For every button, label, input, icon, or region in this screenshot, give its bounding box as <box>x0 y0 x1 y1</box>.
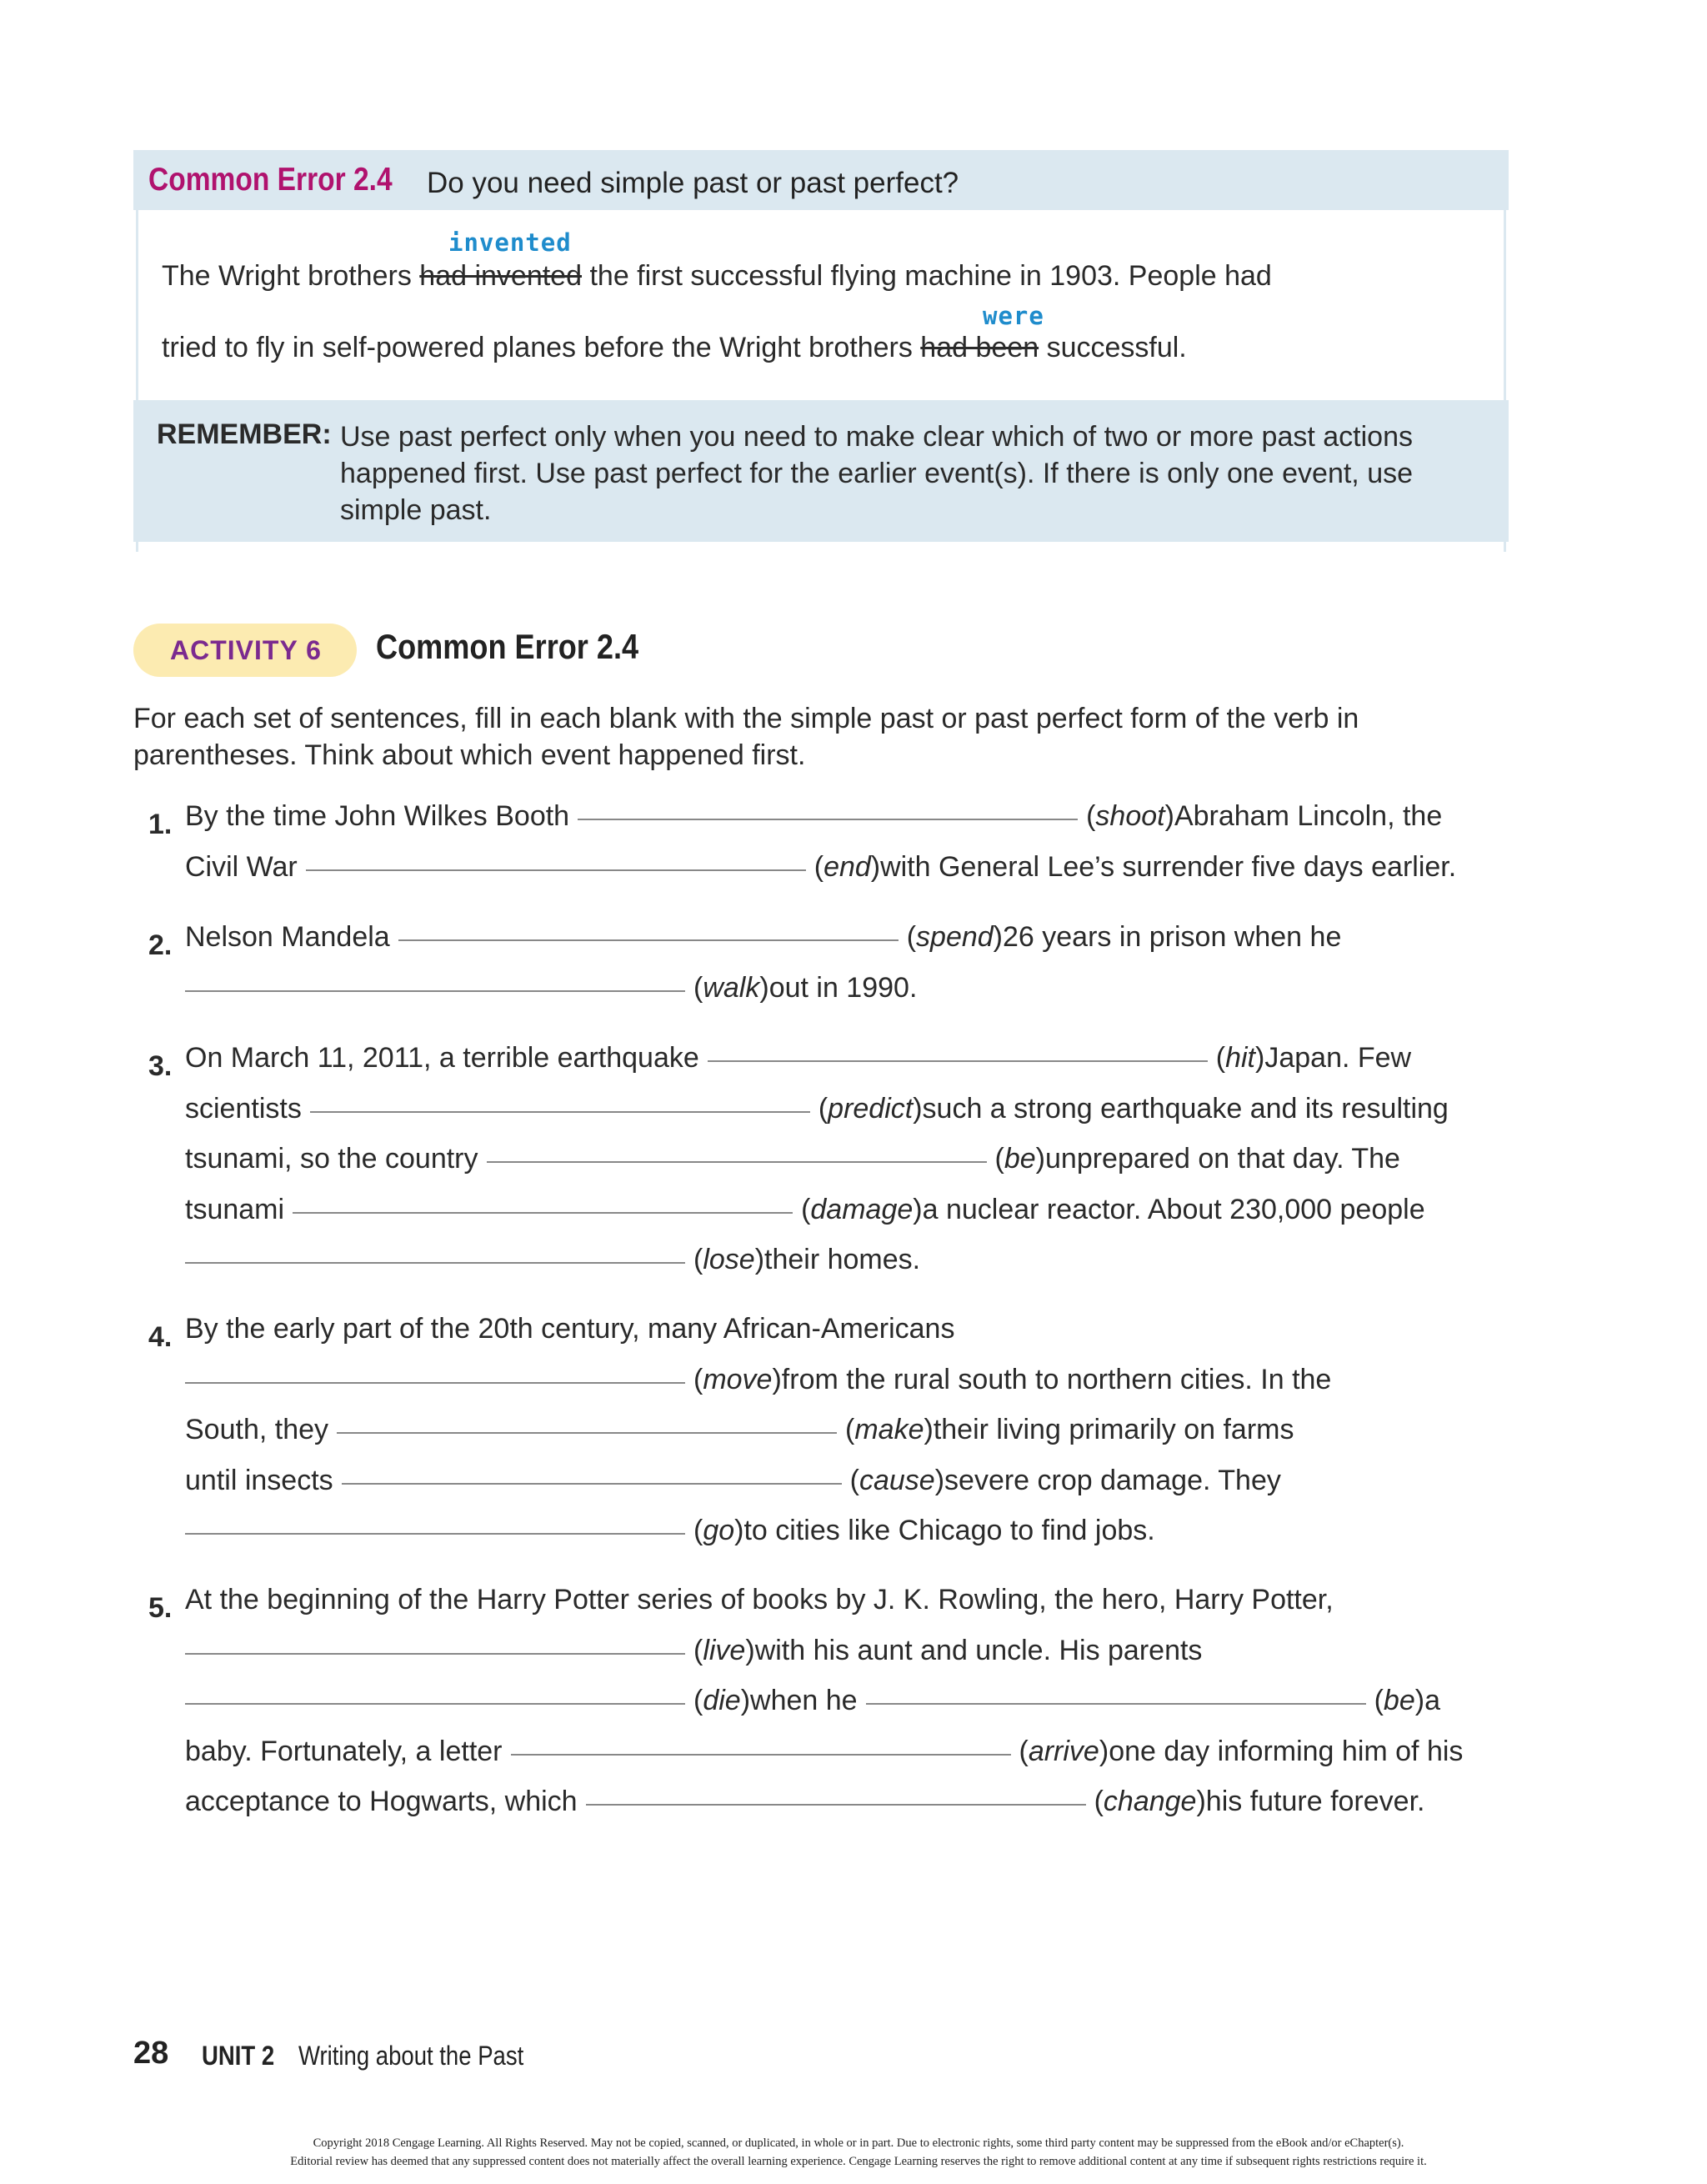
activity-title: Common Error 2.4 <box>376 627 639 666</box>
verb-hint-word: hit <box>1225 1042 1256 1074</box>
sentence-text: At the beginning of the Harry Potter series of books by J. K. Rowling, the hero, Harry Potter, <box>185 1584 1334 1615</box>
example-line-1 <box>162 260 1272 293</box>
answer-blank[interactable] <box>487 1160 987 1163</box>
remember-box <box>133 400 1509 542</box>
verb-hint-word: damage <box>810 1193 914 1225</box>
verb-hint-word: cause <box>859 1464 935 1496</box>
verb-hint: (hit) <box>1215 1042 1265 1074</box>
item-number: 3. <box>148 1050 173 1082</box>
answer-blank[interactable] <box>337 1431 837 1434</box>
answer-blank[interactable] <box>185 1652 685 1655</box>
example-line-2 <box>162 332 1187 364</box>
verb-hint: (live) <box>693 1634 755 1666</box>
sentence-text: his future forever. <box>1205 1786 1425 1817</box>
common-error-box <box>133 150 1509 542</box>
sentence-text: baby. Fortunately, a letter <box>185 1735 503 1767</box>
answer-blank[interactable] <box>578 818 1078 820</box>
item-number: 5. <box>148 1592 173 1624</box>
verb-hint: (be) <box>1374 1685 1425 1716</box>
correction-were: were <box>983 302 1044 330</box>
answer-blank[interactable] <box>511 1753 1011 1756</box>
unit-label: UNIT 2 <box>202 2041 275 2071</box>
answer-blank[interactable] <box>293 1211 793 1214</box>
sentence-line <box>185 1584 1334 1634</box>
sentence-line <box>185 1244 920 1294</box>
answer-blank[interactable] <box>708 1059 1208 1062</box>
verb-hint-word: walk <box>703 971 760 1004</box>
answer-blank[interactable] <box>866 1702 1366 1705</box>
sentence-text: 26 years in prison when he <box>1003 921 1342 953</box>
verb-hint: (shoot) <box>1086 800 1174 832</box>
verb-hint-word: end <box>823 850 871 883</box>
struck-text: had been <box>920 332 1039 363</box>
sentence-line <box>185 1364 1331 1414</box>
sentence-text: On March 11, 2011, a terrible earthquake <box>185 1042 699 1074</box>
activity-badge <box>133 624 357 677</box>
copyright-line-1: Copyright 2018 Cengage Learning. All Rights Reserved. May not be copied, scanned, or duplicated, in whole or in part. Due to electronic rights, some third party content may be suppressed from the eBook and/or eChapter(s). <box>313 2136 1404 2150</box>
answer-blank[interactable] <box>586 1803 1086 1806</box>
verb-hint: (walk) <box>693 971 769 1004</box>
verb-hint: (lose) <box>693 1244 765 1275</box>
remember-label: REMEMBER: <box>157 418 332 450</box>
sentence-line <box>185 1786 1424 1836</box>
verb-hint-word: be <box>1383 1685 1415 1716</box>
sentence-text: a nuclear reactor. About 230,000 people <box>922 1193 1425 1225</box>
sentence-text: a <box>1424 1685 1440 1716</box>
sentence-line <box>185 1685 1440 1735</box>
sentence-text: Civil War <box>185 850 298 883</box>
sentence-line <box>185 851 1456 901</box>
answer-blank[interactable] <box>342 1482 842 1485</box>
sentence-text: when he <box>750 1685 858 1716</box>
sentence-text: South, they <box>185 1414 329 1445</box>
verb-hint-word: lose <box>703 1244 755 1275</box>
activity-instructions: For each set of sentences, fill in each blank with the simple past or past perfect form of the verb in parentheses. Think about which event happened first. <box>133 703 1359 771</box>
verb-hint: (be) <box>994 1143 1045 1175</box>
activity-badge-label: ACTIVITY 6 <box>170 635 322 665</box>
sentence-text: severe crop damage. They <box>944 1464 1281 1496</box>
sentence-text: with his aunt and uncle. His parents <box>754 1634 1203 1666</box>
example-text: The Wright brothers <box>162 260 412 292</box>
sentence-text: with General Lee’s surrender five days earlier. <box>880 850 1457 883</box>
verb-hint: (predict) <box>818 1092 923 1125</box>
sentence-line <box>185 1635 1202 1685</box>
sentence-text: out in 1990. <box>768 971 918 1004</box>
answer-blank[interactable] <box>185 1702 685 1705</box>
answer-blank[interactable] <box>310 1110 810 1113</box>
sentence-line <box>185 800 1442 850</box>
verb-hint-word: die <box>703 1685 741 1716</box>
page-number: 28 <box>133 2036 169 2071</box>
verb-hint: (cause) <box>849 1464 945 1496</box>
sentence-text: Abraham Lincoln, the <box>1174 800 1443 832</box>
answer-blank[interactable] <box>398 939 899 941</box>
verb-hint: (damage) <box>801 1193 923 1225</box>
example-text: the first successful flying machine in 1903. People had <box>589 260 1272 292</box>
verb-hint-word: predict <box>828 1092 914 1125</box>
sentence-text: to cities like Chicago to find jobs. <box>743 1515 1155 1546</box>
common-error-title: Common Error 2.4 <box>148 162 393 198</box>
sentence-line <box>185 1736 1463 1786</box>
sentence-text: their homes. <box>764 1244 921 1275</box>
verb-hint-word: shoot <box>1095 800 1165 832</box>
unit-title: Writing about the Past <box>298 2041 524 2071</box>
answer-blank[interactable] <box>185 1381 685 1384</box>
sentence-line <box>185 972 917 1022</box>
sentence-text: such a strong earthquake and its resulting <box>922 1092 1449 1125</box>
sentence-text: Japan. Few <box>1264 1042 1412 1074</box>
verb-hint: (arrive) <box>1019 1735 1109 1767</box>
verb-hint: (end) <box>813 850 881 883</box>
sentence-text: one day informing him of his <box>1109 1735 1464 1767</box>
sentence-line <box>185 1194 1425 1244</box>
copyright-line-2: Editorial review has deemed that any suppressed content does not materially affect the overall learning experience. Cengage Learning reserves the right to remove additional content at any time if subsequent rights restrictions require it. <box>290 2155 1427 2168</box>
sentence-text: Nelson Mandela <box>185 921 390 953</box>
sentence-text: acceptance to Hogwarts, which <box>185 1786 578 1817</box>
verb-hint-word: change <box>1103 1786 1197 1817</box>
verb-hint: (die) <box>693 1685 751 1716</box>
common-error-question: Do you need simple past or past perfect? <box>427 167 959 199</box>
sentence-text: tsunami, so the country <box>185 1143 478 1175</box>
remember-text: Use past perfect only when you need to make clear which of two or more past actions happened first. Use past perfect for the earlier event(s). If there is only one event, use simple past. <box>340 421 1414 526</box>
sentence-text: from the rural south to northern cities. In the <box>781 1363 1332 1395</box>
sentence-line <box>185 1093 1449 1143</box>
sentence-text: their living primarily on farms <box>933 1414 1294 1445</box>
item-number: 1. <box>148 809 173 840</box>
verb-hint-word: make <box>854 1414 924 1445</box>
sentence-text: By the time John Wilkes Booth <box>185 800 570 832</box>
answer-blank[interactable] <box>306 869 806 871</box>
verb-hint-word: arrive <box>1028 1735 1099 1767</box>
item-number: 2. <box>148 929 173 961</box>
sentence-line <box>185 1465 1281 1515</box>
example-text: tried to fly in self-powered planes before the Wright brothers <box>162 332 913 363</box>
answer-blank[interactable] <box>185 989 685 992</box>
verb-hint: (go) <box>693 1515 744 1546</box>
sentence-text: scientists <box>185 1092 302 1125</box>
sentence-line <box>185 1313 954 1363</box>
common-error-header <box>133 150 1509 210</box>
verb-hint-word: be <box>1004 1143 1036 1175</box>
sentence-text: tsunami <box>185 1193 285 1225</box>
sentence-line <box>185 1515 1155 1565</box>
sentence-text: unprepared on that day. The <box>1045 1143 1400 1175</box>
verb-hint: (spend) <box>906 921 1003 953</box>
verb-hint: (move) <box>693 1363 782 1395</box>
verb-hint-word: spend <box>916 921 994 953</box>
item-number: 4. <box>148 1321 173 1353</box>
sentence-text: until insects <box>185 1464 333 1496</box>
sentence-text: By the early part of the 20th century, many African-Americans <box>185 1313 955 1345</box>
example-text: successful. <box>1046 332 1187 363</box>
sentence-line <box>185 1143 1400 1193</box>
verb-hint: (make) <box>845 1414 934 1445</box>
verb-hint: (change) <box>1094 1786 1206 1817</box>
struck-text: had invented <box>419 260 583 292</box>
verb-hint-word: move <box>703 1363 773 1395</box>
sentence-line <box>185 921 1341 971</box>
answer-blank[interactable] <box>185 1532 685 1535</box>
sentence-line <box>185 1414 1294 1464</box>
verb-hint-word: go <box>703 1515 735 1546</box>
answer-blank[interactable] <box>185 1261 685 1264</box>
sentence-line <box>185 1042 1411 1092</box>
verb-hint-word: live <box>703 1634 746 1666</box>
correction-invented: invented <box>448 228 572 257</box>
